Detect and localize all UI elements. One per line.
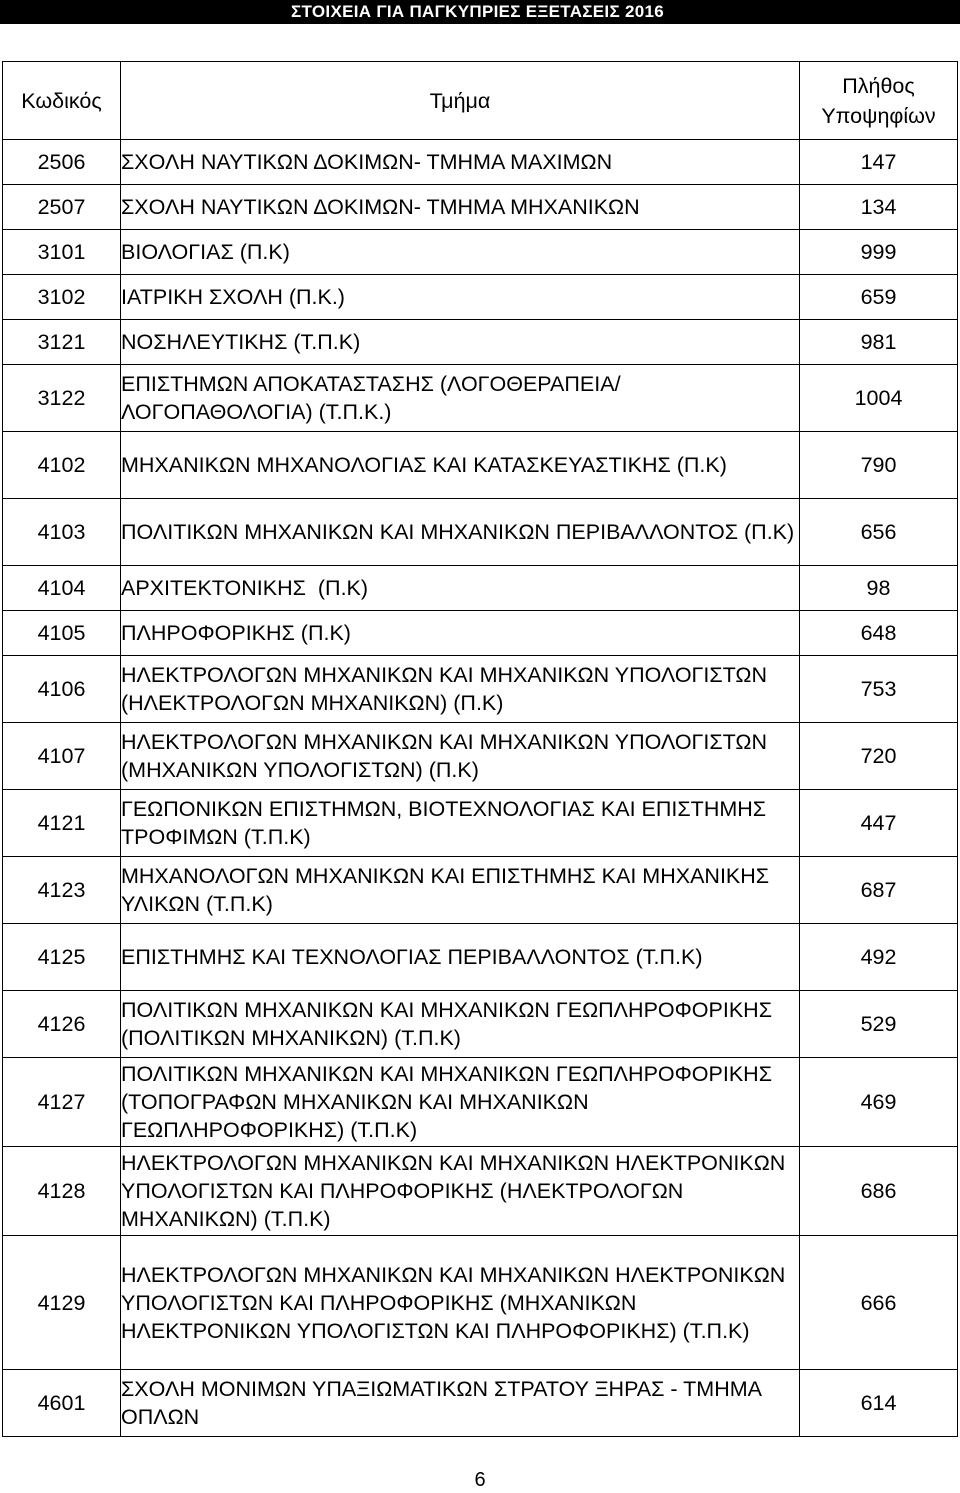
row-department: ΗΛΕΚΤΡΟΛΟΓΩΝ ΜΗΧΑΝΙΚΩΝ ΚΑΙ ΜΗΧΑΝΙΚΩΝ ΗΛΕΚΤΡΟΝΙΚΩΝ ΥΠΟΛΟΓΙΣΤΩΝ ΚΑΙ ΠΛΗΡΟΦΟΡΙΚΗΣ (ΗΛΕΚΤΡΟΛΟΓΩΝ ΜΗΧΑΝΙΚΩΝ) (Τ.Π.Κ)	[121, 1147, 800, 1236]
row-count: 666	[800, 1236, 958, 1370]
row-count: 659	[800, 275, 958, 320]
row-count: 999	[800, 230, 958, 275]
row-code: 3102	[3, 275, 121, 320]
row-count: 648	[800, 611, 958, 656]
row-department: ΕΠΙΣΤΗΜΗΣ ΚΑΙ ΤΕΧΝΟΛΟΓΙΑΣ ΠΕΡΙΒΑΛΛΟΝΤΟΣ (Τ.Π.Κ)	[121, 924, 800, 991]
row-code: 4105	[3, 611, 121, 656]
table-row	[3, 230, 958, 275]
row-department: ΗΛΕΚΤΡΟΛΟΓΩΝ ΜΗΧΑΝΙΚΩΝ ΚΑΙ ΜΗΧΑΝΙΚΩΝ ΥΠΟΛΟΓΙΣΤΩΝ (ΜΗΧΑΝΙΚΩΝ ΥΠΟΛΟΓΙΣΤΩΝ) (Π.Κ)	[121, 723, 800, 790]
row-code: 4601	[3, 1370, 121, 1437]
row-code: 4102	[3, 432, 121, 499]
row-code: 4123	[3, 857, 121, 924]
table-row	[3, 432, 958, 499]
row-department: ΝΟΣΗΛΕΥΤΙΚΗΣ (Τ.Π.Κ)	[121, 320, 800, 365]
table-row	[3, 790, 958, 857]
table-row	[3, 656, 958, 723]
row-count: 656	[800, 499, 958, 566]
row-count: 134	[800, 185, 958, 230]
table-row	[3, 1236, 958, 1370]
row-department: ΣΧΟΛΗ ΝΑΥΤΙΚΩΝ ΔΟΚΙΜΩΝ- ΤΜΗΜΑ ΜΑΧΙΜΩΝ	[121, 140, 800, 185]
row-count: 469	[800, 1058, 958, 1147]
row-count: 790	[800, 432, 958, 499]
row-code: 4127	[3, 1058, 121, 1147]
column-header-department: Τμήμα	[121, 62, 800, 140]
row-department: ΙΑΤΡΙΚΗ ΣΧΟΛΗ (Π.Κ.)	[121, 275, 800, 320]
row-code: 4104	[3, 566, 121, 611]
candidates-table	[2, 61, 958, 1437]
table-row	[3, 1370, 958, 1437]
row-count: 687	[800, 857, 958, 924]
header-title: ΣΤΟΙΧΕΙΑ ΓΙΑ ΠΑΓΚΥΠΡΙΕΣ ΕΞΕΤΑΣΕΙΣ 2016	[291, 2, 664, 21]
table-row	[3, 1058, 958, 1147]
table-row	[3, 365, 958, 432]
table-row	[3, 723, 958, 790]
row-code: 4103	[3, 499, 121, 566]
table-row	[3, 140, 958, 185]
table-row	[3, 320, 958, 365]
row-code: 4128	[3, 1147, 121, 1236]
row-count: 981	[800, 320, 958, 365]
row-code: 3101	[3, 230, 121, 275]
row-count: 686	[800, 1147, 958, 1236]
table-row	[3, 857, 958, 924]
row-code: 4125	[3, 924, 121, 991]
row-count: 753	[800, 656, 958, 723]
row-count: 614	[800, 1370, 958, 1437]
table-row	[3, 499, 958, 566]
row-department: ΗΛΕΚΤΡΟΛΟΓΩΝ ΜΗΧΑΝΙΚΩΝ ΚΑΙ ΜΗΧΑΝΙΚΩΝ ΥΠΟΛΟΓΙΣΤΩΝ (ΗΛΕΚΤΡΟΛΟΓΩΝ ΜΗΧΑΝΙΚΩΝ) (Π.Κ)	[121, 656, 800, 723]
row-department: ΕΠΙΣΤΗΜΩΝ ΑΠΟΚΑΤΑΣΤΑΣΗΣ (ΛΟΓΟΘΕΡΑΠΕΙΑ/ΛΟΓΟΠΑΘΟΛΟΓΙΑ) (Τ.Π.Κ.)	[121, 365, 800, 432]
row-count: 529	[800, 991, 958, 1058]
row-department: ΠΟΛΙΤΙΚΩΝ ΜΗΧΑΝΙΚΩΝ ΚΑΙ ΜΗΧΑΝΙΚΩΝ ΓΕΩΠΛΗΡΟΦΟΡΙΚΗΣ (ΠΟΛΙΤΙΚΩΝ ΜΗΧΑΝΙΚΩΝ) (Τ.Π.Κ)	[121, 991, 800, 1058]
row-code: 4106	[3, 656, 121, 723]
table-row	[3, 185, 958, 230]
table-row	[3, 924, 958, 991]
row-code: 3121	[3, 320, 121, 365]
document-header-banner	[0, 0, 960, 24]
row-department: ΠΟΛΙΤΙΚΩΝ ΜΗΧΑΝΙΚΩΝ ΚΑΙ ΜΗΧΑΝΙΚΩΝ ΓΕΩΠΛΗΡΟΦΟΡΙΚΗΣ (ΤΟΠΟΓΡΑΦΩΝ ΜΗΧΑΝΙΚΩΝ ΚΑΙ ΜΗΧΑΝΙΚΩΝ ΓΕΩΠΛΗΡΟΦΟΡΙΚΗΣ) (Τ.Π.Κ)	[121, 1058, 800, 1147]
row-count: 98	[800, 566, 958, 611]
table-row	[3, 275, 958, 320]
row-count: 1004	[800, 365, 958, 432]
row-department: ΑΡΧΙΤΕΚΤΟΝΙΚΗΣ (Π.Κ)	[121, 566, 800, 611]
row-count: 720	[800, 723, 958, 790]
row-code: 3122	[3, 365, 121, 432]
row-code: 4121	[3, 790, 121, 857]
row-department: ΠΟΛΙΤΙΚΩΝ ΜΗΧΑΝΙΚΩΝ ΚΑΙ ΜΗΧΑΝΙΚΩΝ ΠΕΡΙΒΑΛΛΟΝΤΟΣ (Π.Κ)	[121, 499, 800, 566]
column-header-code: Κωδικός	[3, 62, 121, 140]
row-department: ΣΧΟΛΗ ΜΟΝΙΜΩΝ ΥΠΑΞΙΩΜΑΤΙΚΩΝ ΣΤΡΑΤΟΥ ΞΗΡΑΣ - ΤΜΗΜΑ ΟΠΛΩΝ	[121, 1370, 800, 1437]
table-row	[3, 991, 958, 1058]
table-header-row	[3, 62, 958, 140]
row-department: ΣΧΟΛΗ ΝΑΥΤΙΚΩΝ ΔΟΚΙΜΩΝ- ΤΜΗΜΑ ΜΗΧΑΝΙΚΩΝ	[121, 185, 800, 230]
row-count: 492	[800, 924, 958, 991]
row-code: 4126	[3, 991, 121, 1058]
row-department: ΗΛΕΚΤΡΟΛΟΓΩΝ ΜΗΧΑΝΙΚΩΝ ΚΑΙ ΜΗΧΑΝΙΚΩΝ ΗΛΕΚΤΡΟΝΙΚΩΝ ΥΠΟΛΟΓΙΣΤΩΝ ΚΑΙ ΠΛΗΡΟΦΟΡΙΚΗΣ (ΜΗΧΑΝΙΚΩΝ ΗΛΕΚΤΡΟΝΙΚΩΝ ΥΠΟΛΟΓΙΣΤΩΝ ΚΑΙ ΠΛΗΡΟΦΟΡΙΚΗΣ) (Τ.Π.Κ)	[121, 1236, 800, 1370]
table-row	[3, 611, 958, 656]
row-code: 4129	[3, 1236, 121, 1370]
row-count: 447	[800, 790, 958, 857]
row-code: 2506	[3, 140, 121, 185]
page-number: 6	[474, 1469, 486, 1491]
row-code: 4107	[3, 723, 121, 790]
row-department: ΒΙΟΛΟΓΙΑΣ (Π.Κ)	[121, 230, 800, 275]
row-department: ΜΗΧΑΝΟΛΟΓΩΝ ΜΗΧΑΝΙΚΩΝ ΚΑΙ ΕΠΙΣΤΗΜΗΣ ΚΑΙ ΜΗΧΑΝΙΚΗΣ ΥΛΙΚΩΝ (Τ.Π.Κ)	[121, 857, 800, 924]
table-row	[3, 566, 958, 611]
table-row	[3, 1147, 958, 1236]
column-header-count: Πλήθος Υποψηφίων	[800, 62, 958, 140]
row-department: ΜΗΧΑΝΙΚΩΝ ΜΗΧΑΝΟΛΟΓΙΑΣ ΚΑΙ ΚΑΤΑΣΚΕΥΑΣΤΙΚΗΣ (Π.Κ)	[121, 432, 800, 499]
row-code: 2507	[3, 185, 121, 230]
row-count: 147	[800, 140, 958, 185]
row-department: ΓΕΩΠΟΝΙΚΩΝ ΕΠΙΣΤΗΜΩΝ, ΒΙΟΤΕΧΝΟΛΟΓΙΑΣ ΚΑΙ ΕΠΙΣΤΗΜΗΣ ΤΡΟΦΙΜΩΝ (Τ.Π.Κ)	[121, 790, 800, 857]
row-department: ΠΛΗΡΟΦΟΡΙΚΗΣ (Π.Κ)	[121, 611, 800, 656]
